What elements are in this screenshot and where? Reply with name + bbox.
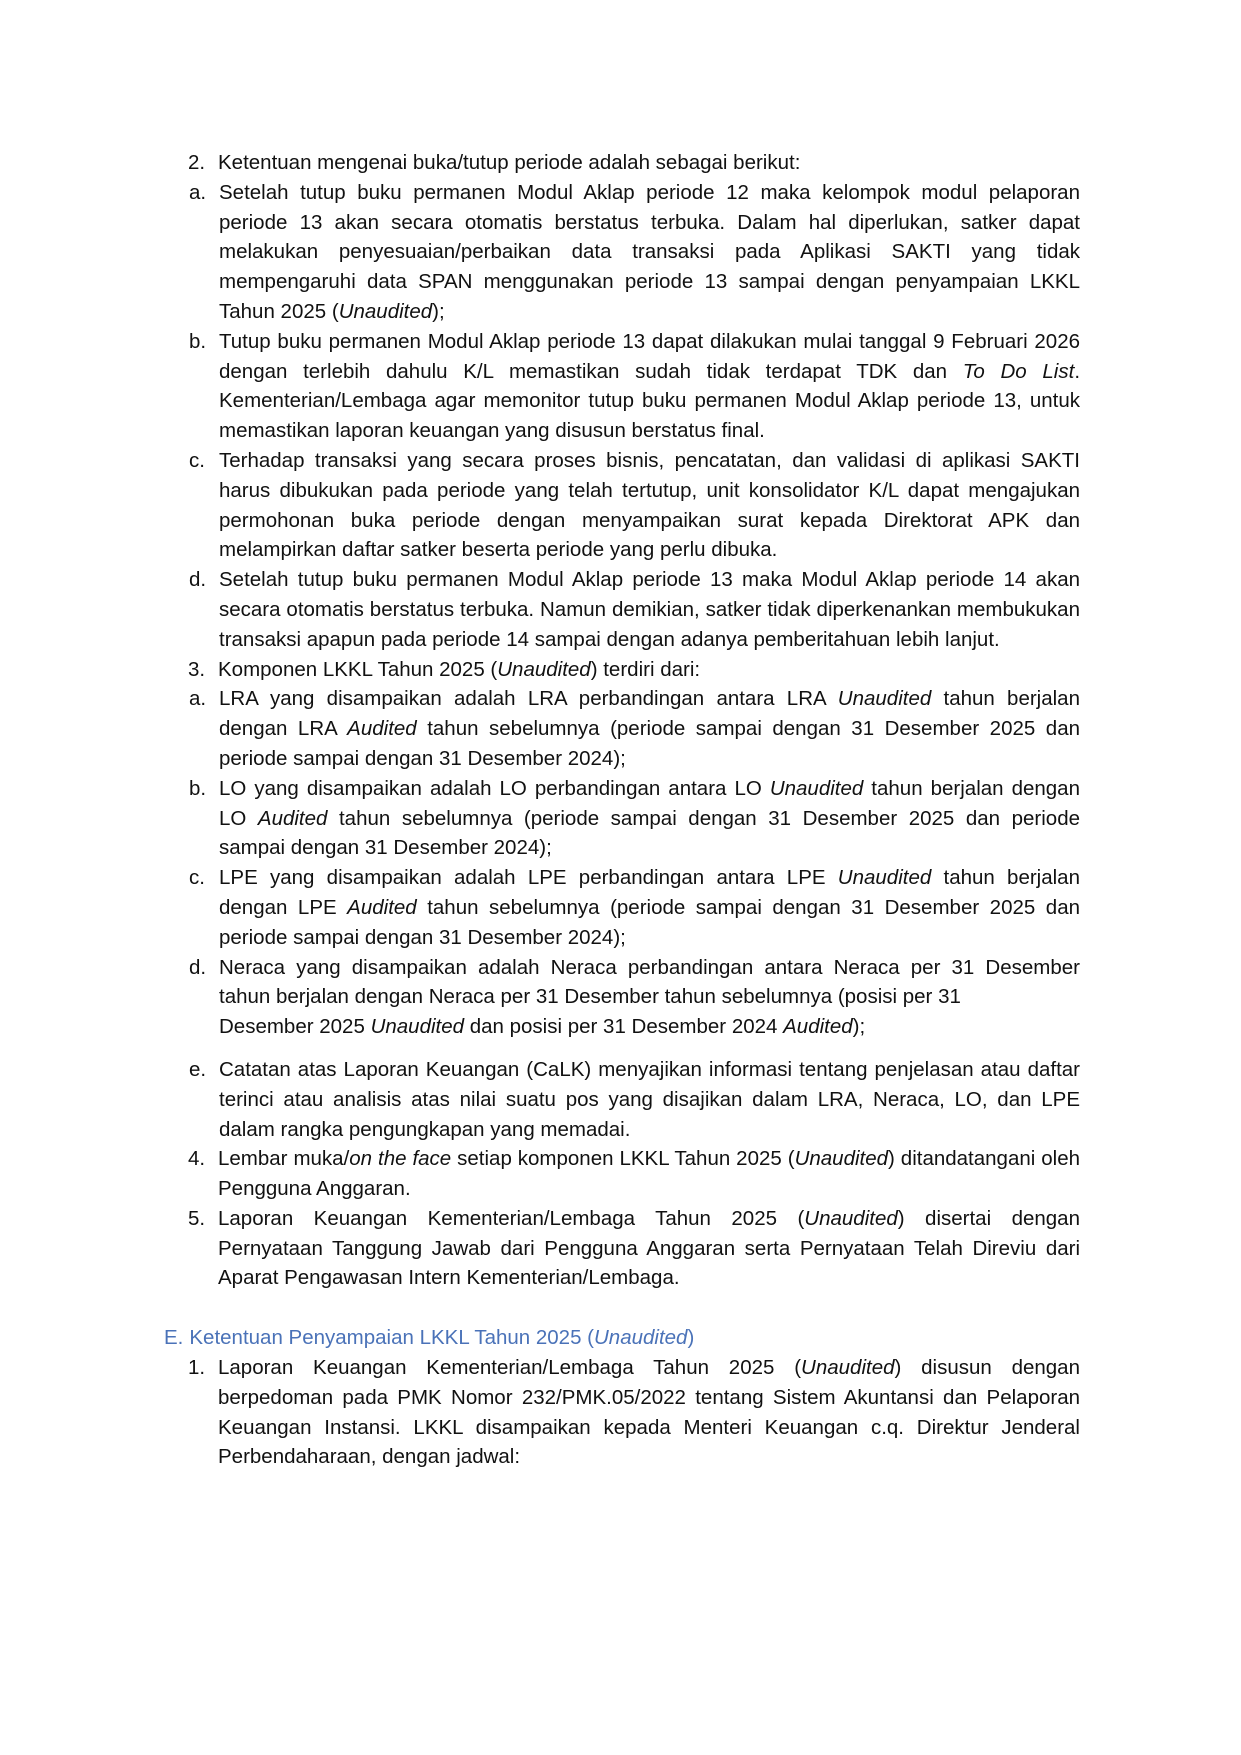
italic-term: Unaudited: [837, 866, 932, 890]
italic-term: Audited: [347, 717, 417, 741]
text: tahun berjalan dengan LO: [219, 776, 1080, 830]
text-continuation: [219, 1012, 1080, 1042]
italic-term: Unaudited: [497, 657, 591, 681]
subitem-3e: [189, 1055, 1080, 1144]
list-item-5: [188, 1204, 1080, 1293]
subitem-2c: [189, 446, 1080, 565]
text: tahun sebelumnya (periode sampai dengan 31 Desember 2025 dan periode sampai dengan 31 Desember 2024);: [219, 717, 1080, 770]
text: LPE yang disampaikan adalah LPE perbandingan antara LPE: [219, 866, 838, 890]
subitem-3d: [189, 953, 1080, 1042]
list-letter: e.: [189, 1057, 207, 1081]
text: Setelah tutup buku permanen Modul Aklap periode 12 maka kelompok modul pelaporan periode 13 akan secara otomatis berstatus terbuka. Dalam hal diperlukan, satker dapat melakukan penyesuaian/perbaikan data transaksi pada Aplikasi SAKTI yang tidak mempengaruhi data SPAN menggunakan periode 13 sampai dengan penyampaian LKKL Tahun 2025 (: [219, 180, 1080, 323]
section-title: ): [687, 1326, 695, 1350]
italic-term: on the face: [349, 1147, 452, 1171]
italic-term: To Do List: [962, 359, 1075, 383]
italic-term: Unaudited: [837, 687, 932, 711]
text: Neraca yang disampaikan adalah Neraca perbandingan antara Neraca per 31 Desember tahun berjalan dengan Neraca per 31 Desember tahun sebelumnya (posisi per 31: [219, 955, 1080, 1009]
text: LRA yang disampaikan adalah LRA perbandingan antara LRA: [219, 687, 838, 711]
text: tahun sebelumnya (periode sampai dengan 31 Desember 2025 dan periode sampai dengan 31 Desember 2024);: [219, 895, 1080, 949]
list-number: 4.: [188, 1147, 206, 1171]
text: Lembar muka/: [218, 1147, 350, 1171]
list-number: 1.: [188, 1356, 206, 1380]
sublist-item-2: [189, 178, 1080, 655]
document-body: [164, 148, 1081, 1472]
text: ) terdiri dari:: [590, 657, 701, 681]
sublist-item-3: [189, 684, 1080, 1144]
list-letter: c.: [189, 866, 205, 890]
subitem-3a: [189, 684, 1080, 773]
text: LO yang disampaikan adalah LO perbandingan antara LO: [219, 776, 770, 800]
subitem-3b: [189, 774, 1080, 863]
italic-term: Unaudited: [794, 1147, 889, 1171]
italic-term: Audited: [347, 895, 417, 919]
text: Catatan atas Laporan Keuangan (CaLK) menyajikan informasi tentang penjelasan atau daftar terinci atau analisis atas nilai suatu pos yang disajikan dalam LRA, Neraca, LO, dan LPE dalam rangka pengungkapan yang memadai.: [219, 1057, 1080, 1141]
text: setiap komponen LKKL Tahun 2025 (: [451, 1147, 795, 1171]
section-letter: E.: [164, 1326, 184, 1350]
italic-term: Unaudited: [804, 1206, 898, 1230]
text: Setelah tutup buku permanen Modul Aklap periode 13 maka Modul Aklap periode 14 akan secara otomatis berstatus terbuka. Namun demikian, satker tidak diperkenankan membukukan transaksi apapun pada periode 14 sampai dengan adanya pemberitahuan lebih lanjut.: [219, 568, 1080, 651]
subitem-2d: [189, 565, 1080, 654]
text: Komponen LKKL Tahun 2025 (: [218, 657, 498, 681]
list-letter: b.: [189, 776, 207, 800]
list-letter: d.: [189, 568, 207, 592]
list-item-text: Ketentuan mengenai buka/tutup periode adalah sebagai berikut:: [218, 151, 801, 174]
text: Tutup buku permanen Modul Aklap periode 13 dapat dilakukan mulai tanggal 9 Februari 2026 dengan terlebih dahulu K/L memastikan sudah tidak terdapat TDK dan: [219, 329, 1080, 383]
text: tahun sebelumnya (periode sampai dengan 31 Desember 2025 dan periode sampai dengan 31 Desember 2024);: [219, 806, 1081, 860]
text: dan posisi per 31 Desember 2024: [464, 1015, 784, 1039]
list-item-3: [188, 655, 1080, 685]
list-item-2: [188, 148, 1080, 178]
italic-term: Audited: [783, 1015, 853, 1039]
text: );: [852, 1015, 866, 1039]
italic-term: Unaudited: [769, 776, 864, 800]
list-letter: b.: [189, 329, 207, 353]
section-e-item-1: [188, 1353, 1080, 1472]
italic-term: Unaudited: [594, 1326, 688, 1350]
list-letter: d.: [189, 955, 207, 979]
section-title: Ketentuan Penyampaian LKKL Tahun 2025 (: [189, 1326, 594, 1350]
subitem-2b: [189, 327, 1080, 446]
text: . Kementerian/Lembaga agar memonitor tutup buku permanen Modul Aklap periode 13, untuk memastikan laporan keuangan yang disusun berstatus final.: [219, 359, 1081, 443]
list-letter: a.: [189, 180, 207, 204]
italic-term: Unaudited: [801, 1356, 895, 1380]
text: );: [432, 299, 445, 323]
text: ) ditandatangani oleh Pengguna Anggaran.: [218, 1147, 1080, 1201]
text: tahun berjalan dengan LRA: [219, 687, 1080, 741]
list-letter: c.: [189, 448, 205, 472]
text: Laporan Keuangan Kementerian/Lembaga Tahun 2025 (: [218, 1356, 802, 1380]
italic-term: Unaudited: [370, 1015, 465, 1039]
text: Laporan Keuangan Kementerian/Lembaga Tahun 2025 (: [218, 1206, 805, 1230]
text: Desember 2025: [219, 1015, 371, 1039]
text: tahun berjalan dengan LPE: [219, 866, 1080, 919]
section-heading-e: [164, 1323, 1080, 1353]
list-number: 2.: [188, 151, 206, 174]
italic-term: Unaudited: [338, 299, 433, 323]
text: ) disusun dengan berpedoman pada PMK Nomor 232/PMK.05/2022 tentang Sistem Akuntansi dan Pelaporan Keuangan Instansi. LKKL disampaikan kepada Menteri Keuangan c.q. Direktur Jenderal Perbendaharaan, dengan jadwal:: [218, 1356, 1080, 1469]
text: ) disertai dengan Pernyataan Tanggung Jawab dari Pengguna Anggaran serta Pernyataan Telah Direviu dari Aparat Pengawasan Intern Kementerian/Lembaga.: [218, 1206, 1080, 1290]
subitem-3c: [189, 863, 1080, 952]
list-number: 3.: [188, 657, 206, 681]
list-item-4: [188, 1144, 1080, 1204]
list-number: 5.: [188, 1206, 206, 1230]
subitem-2a: [189, 178, 1080, 327]
italic-term: Audited: [257, 806, 328, 830]
text: Terhadap transaksi yang secara proses bisnis, pencatatan, dan validasi di aplikasi SAKTI harus dibukukan pada periode yang telah tertutup, unit konsolidator K/L dapat mengajukan permohonan buka periode dengan menyampaikan surat kepada Direktorat APK dan melampirkan daftar satker beserta periode yang perlu dibuka.: [219, 448, 1080, 562]
list-letter: a.: [189, 687, 207, 711]
